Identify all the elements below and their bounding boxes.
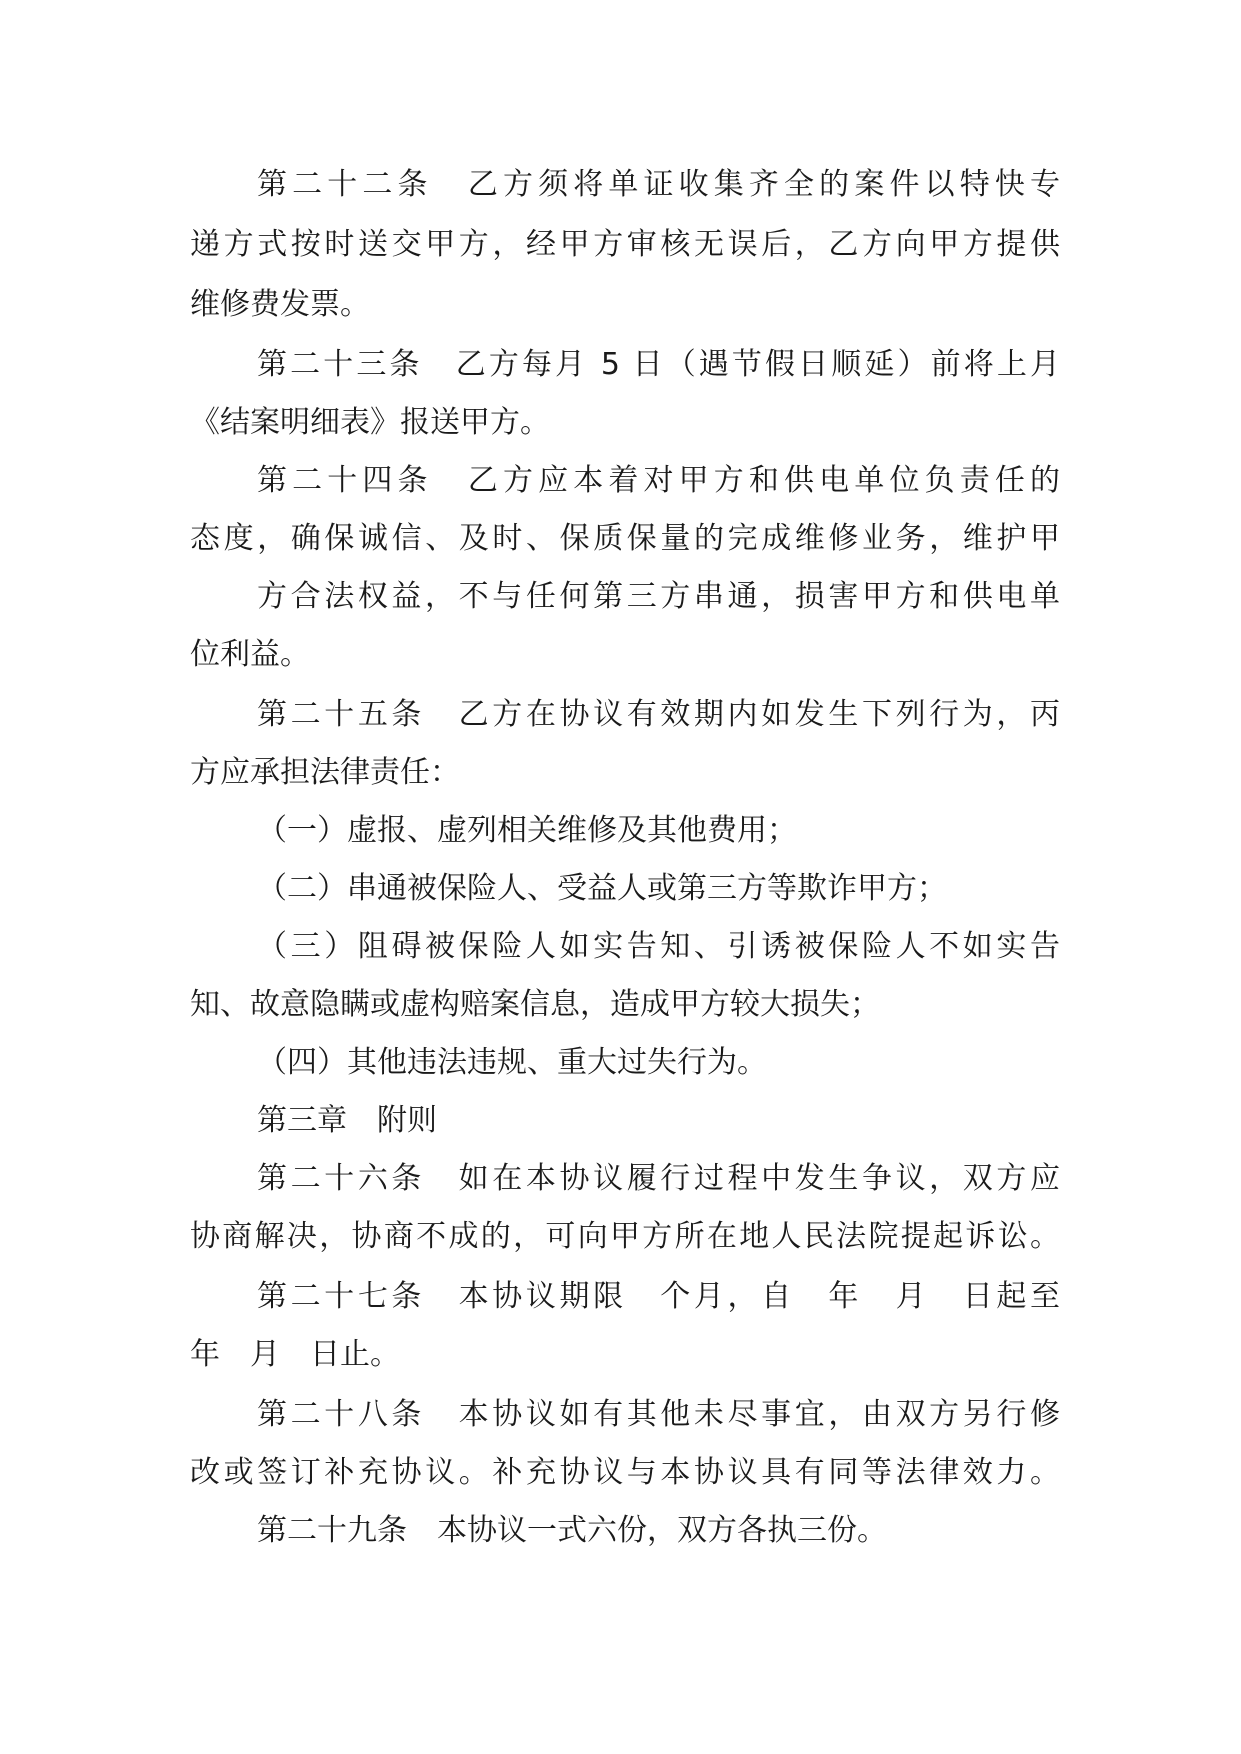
article-24-line-2: 态度，确保诚信、及时、保质保量的完成维修业务，维护甲 — [190, 521, 1060, 556]
article-24-line-4: 位利益。 — [190, 637, 310, 672]
article-27-line-1: 第二十七条 本协议期限 个月，自 年 月 日起至 — [257, 1279, 1060, 1314]
article-29-line-1: 第二十九条 本协议一式六份，双方各执三份。 — [257, 1513, 887, 1548]
article-28-line-1: 第二十八条 本协议如有其他未尽事宜，由双方另行修 — [257, 1397, 1060, 1432]
article-25-item-3-line-1: （三）阻碍被保险人如实告知、引诱被保险人不如实告 — [257, 929, 1060, 964]
article-23-line-1: 第二十三条 乙方每月 5 日（遇节假日顺延）前将上月 — [257, 347, 1060, 382]
article-24-line-1: 第二十四条 乙方应本着对甲方和供电单位负责任的 — [257, 463, 1060, 498]
article-25-item-4: （四）其他违法违规、重大过失行为。 — [257, 1045, 767, 1080]
article-27-line-2: 年 月 日止。 — [190, 1337, 400, 1372]
article-26-line-1: 第二十六条 如在本协议履行过程中发生争议，双方应 — [257, 1161, 1060, 1196]
chapter-3-heading: 第三章 附则 — [257, 1103, 437, 1138]
article-25-item-1: （一）虚报、虚列相关维修及其他费用； — [257, 813, 797, 848]
article-25-item-2: （二）串通被保险人、受益人或第三方等欺诈甲方； — [257, 871, 947, 906]
article-24-line-3: 方合法权益，不与任何第三方串通，损害甲方和供电单 — [257, 579, 1060, 614]
article-22-line-2: 递方式按时送交甲方，经甲方审核无误后，乙方向甲方提供 — [190, 227, 1060, 262]
article-25-item-3-line-2: 知、故意隐瞒或虚构赔案信息，造成甲方较大损失； — [190, 987, 880, 1022]
article-25-line-2: 方应承担法律责任： — [190, 755, 460, 790]
article-26-line-2: 协商解决，协商不成的，可向甲方所在地人民法院提起诉讼。 — [190, 1219, 1060, 1254]
article-25-line-1: 第二十五条 乙方在协议有效期内如发生下列行为，丙 — [257, 697, 1060, 732]
article-23-line-2: 《结案明细表》报送甲方。 — [190, 405, 550, 440]
article-28-line-2: 改或签订补充协议。补充协议与本协议具有同等法律效力。 — [190, 1455, 1060, 1490]
article-22-line-1: 第二十二条 乙方须将单证收集齐全的案件以特快专 — [257, 167, 1060, 202]
article-22-line-3: 维修费发票。 — [190, 287, 370, 322]
